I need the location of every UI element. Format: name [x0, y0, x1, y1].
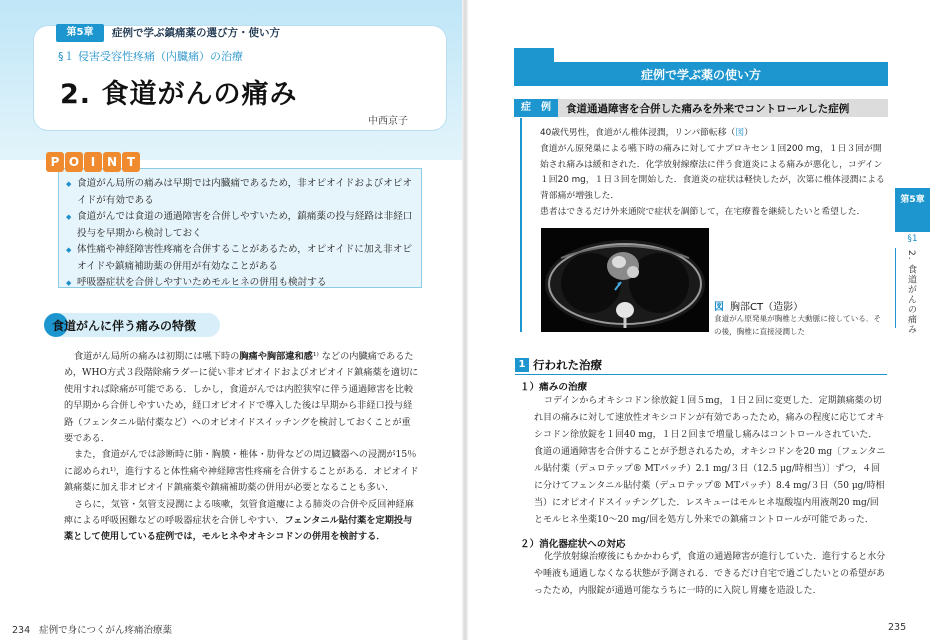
point-letter: N: [103, 152, 121, 172]
point-item: ◆ 体性痛や神経障害性疼痛を合併することがあるため，オピオイドに加え非オピオイドや鎮痛補助薬の併用が有効なことがある: [66, 242, 416, 275]
point-letter: P: [46, 152, 64, 172]
side-rule: [895, 248, 896, 328]
side-section-label: §1: [907, 234, 918, 244]
text-run: 食道がん局所の痛みは初期には嚥下時の: [74, 351, 240, 362]
figure-reference[interactable]: 図: [735, 128, 745, 138]
page-title: 2. 食道がんの痛み: [60, 79, 298, 110]
case-line: 食道がん原発巣による嚥下時の痛みに対してナプロキセン１回200 mg，１日３回が開始され痛みは緩和された．化学放射線療法に伴う食道炎による痛みが悪化し，コデイン１回20 mg，１日３回を開始した．食道炎の症状は軽快したが，次第に椎体浸潤による背部痛が増強した．: [540, 143, 885, 202]
treatment-heading: 行われた治療: [533, 358, 602, 372]
section-heading: 食道がんに伴う痛みの特徴: [52, 319, 197, 333]
case-text: [540, 126, 885, 221]
paragraph: 化学放射線治療後にもかかわらず，食道の通過障害が進行していた．進行すると水分や唾液も通過しなくなる状態が予測される．できるだけ自宅で過ごしたいとの希望があったため，内服錠が通過可能なうちに一時的に入院し胃瘻を造設した．: [534, 552, 886, 596]
point-item: ◆ 呼吸器症状を合併しやすいためモルヒネの併用も検討する: [66, 275, 416, 292]
point-badge: [46, 152, 140, 174]
case-rule: [520, 118, 522, 332]
footer-title: 症例で身につくがん疼痛治療薬: [39, 625, 172, 636]
figure-caption: 食道がん原発巣が胸椎と大動脈に接している．その後，胸椎に直接浸潤した: [714, 314, 882, 336]
right-page-number: 235: [888, 622, 907, 633]
bold-run: フェンタニル貼付薬を定期投与薬として使用している症例では，モルヒネやオキシコドンの併用を検討する．: [64, 515, 413, 543]
ct-scan-image: [541, 228, 709, 332]
paragraph: [64, 349, 419, 447]
subheading-pain: １）痛みの治療: [520, 382, 588, 393]
paragraph: コデインからオキシコドン徐放錠１回５mg，１日２回に変更した．定期鎮痛薬の切れ目の痛みに対して速放性オキシコドンが有効であったため，痛みの程度に応じてオキシコドン徐放錠を１回40 mg，１日２回まで増量し痛みはコントロールされていた．食道の通過障害を合併することが予想されるため，オキシコドンを20 mg〔フェンタニル貼付薬（デュロテップ® MTパッチ）2.1 mg/３日（12.5 μg/時相当）〕ずつ，４回に分けてフェンタニル貼付薬（デュロテップ® MTパッチ）8.4 mg/３日（50 μg/時相当）にオピオイドスイッチングした．レスキューはモルヒネ塩酸塩内用液剤20 mg/回とモルヒネ坐薬10～20 mg/回を処方し外来での鎮痛コントロールが可能であった．: [534, 396, 886, 525]
text-run: さらに，気管・気管支浸潤による咳嗽，気管食道瘻による肺炎の合併や反回神経麻痺による呼吸困難などの呼吸器症状を合併しやすい．: [64, 498, 414, 527]
paragraph: また，食道がんでは診断時に肺・胸膜・椎体・肋骨などの周辺臓器への浸潤が15％に認められ¹⁾，進行すると体性痛や神経障害性疼痛を合併することがある．オピオイド鎮痛薬に加え非オピオイド鎮痛薬や鎮痛補助薬の併用が必要となることも多い．: [64, 449, 419, 494]
point-item: ◆ 食道がんでは食道の通過障害を合併しやすいため，鎮痛薬の投与経路は非経口投与を早期から検討しておく: [66, 209, 416, 242]
heading-rule: [515, 374, 887, 375]
text-run: ）: [744, 128, 753, 138]
figure-title: 胸部CT（造影）: [730, 302, 804, 313]
paragraph: [64, 497, 419, 546]
figure-label: [714, 298, 803, 313]
ct-scan-drawing: [541, 228, 709, 332]
case-line: 患者はできるだけ外来通院で症状を調節して，在宅療養を継続したいと希望した．: [540, 206, 866, 217]
title-bar-tab: [514, 48, 554, 62]
gi-body: [534, 549, 886, 600]
book-gutter: [462, 0, 468, 640]
text-run: 40歳代男性，食道がん椎体浸潤，リンパ節転移（: [540, 128, 736, 138]
title-bar-text: 症例で学ぶ薬の使い方: [640, 68, 761, 82]
chapter-badge: 第5章: [56, 24, 104, 42]
case-title: 食道通過障害を合併した痛みを外来でコントロールした症例: [566, 103, 850, 115]
chapter-title: 症例で学ぶ鎮痛薬の選び方・使い方: [112, 27, 280, 39]
figure-prefix: 図: [714, 302, 724, 313]
body-text: [64, 349, 419, 546]
text-run: ¹⁾ などの内臓痛であるため，WHO方式３段階除痛ラダーに従い非オピオイドおよびオピオイド鎮痛薬を適切に使用すれば除痛が可能である．しかし，食道がんでは内腔狭窄に伴う通過障害を比較的早期から合併しやすいため，経口オピオイドで導入した後は早期から非経口投与経路（フェンタニル貼付薬など）へのオピオイドスイッチングを検討しておくことが重要である．: [64, 351, 419, 445]
page-number: 234: [12, 625, 31, 636]
subheading-gi: ２）消化器症状への対応: [520, 539, 626, 550]
point-letter: T: [122, 152, 140, 172]
author-name: 中西京子: [368, 116, 408, 127]
pain-body: [534, 393, 886, 529]
left-footer: [12, 622, 172, 636]
case-line: [540, 126, 885, 142]
side-vertical-title: 2. 食道がんの痛み: [906, 250, 916, 335]
point-letter: O: [65, 152, 83, 172]
point-list: [66, 176, 416, 292]
point-item: ◆ 食道がん局所の痛みは早期では内臓痛であるため，非オピオイドおよびオピオイドが有効である: [66, 176, 416, 209]
chapter-side-tab[interactable]: 第5章: [895, 188, 930, 232]
number-badge: 1: [515, 358, 529, 372]
case-badge: 症 例: [514, 99, 558, 117]
point-letter: I: [84, 152, 102, 172]
bold-run: 胸痛や胸部違和感: [239, 351, 313, 362]
section-label: §１ 侵害受容性疼痛（内臓痛）の治療: [58, 50, 243, 63]
